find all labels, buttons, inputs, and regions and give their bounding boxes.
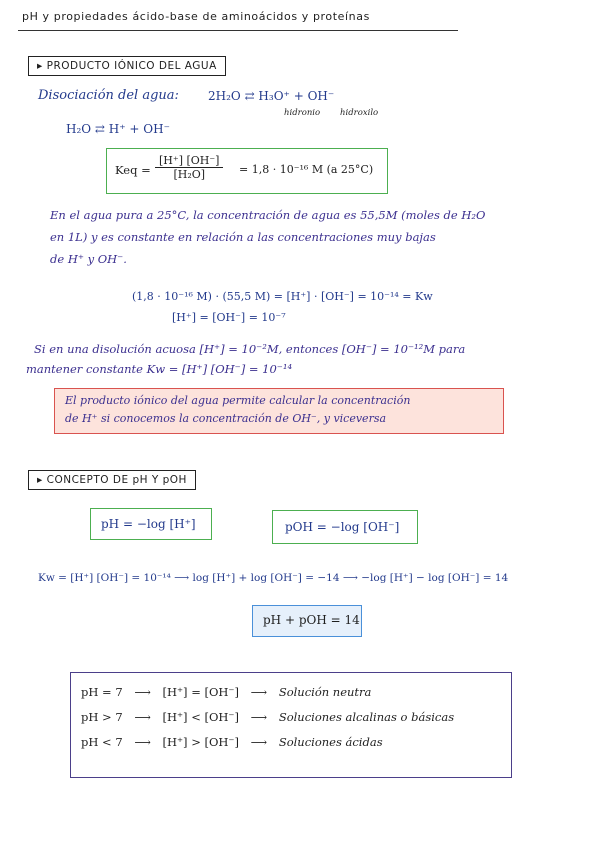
row-result: Soluciones ácidas xyxy=(278,735,383,749)
paragraph-water-line1: En el agua pura a 25°C, la concentración de agua es 55,5M (moles de H₂O xyxy=(50,208,486,222)
row-relation: [H⁺] > [OH⁻] xyxy=(162,735,239,749)
arrow-right-icon: ⟶ xyxy=(134,710,151,724)
row-relation: [H⁺] = [OH⁻] xyxy=(162,685,239,699)
summary-row-basic xyxy=(81,710,454,724)
keq-lhs: Keq = xyxy=(115,163,151,177)
arrow-right-icon: ⟶ xyxy=(134,735,151,749)
ph-poh-sum: pH + pOH = 14 xyxy=(263,613,360,627)
title-underline xyxy=(18,30,458,31)
note-line1: El producto iónico del agua permite calcular la concentración xyxy=(65,394,411,407)
dissociation-equation: 2H₂O ⇄ H₃O⁺ + OH⁻ xyxy=(208,89,335,103)
dissociation-label: Disociación del agua: xyxy=(38,88,179,103)
row-condition: pH < 7 xyxy=(81,735,123,749)
row-condition: pH = 7 xyxy=(81,685,123,699)
label-hidronio: hidronio xyxy=(284,108,321,118)
arrow-right-icon: ⟶ xyxy=(250,710,268,724)
ph-summary-box xyxy=(70,672,512,778)
label-hidroxilo: hidroxilo xyxy=(340,108,379,118)
log-derivation: Kw = [H⁺] [OH⁻] = 10⁻¹⁴ ⟶ log [H⁺] + log [OH⁻] = −14 ⟶ −log [H⁺] − log [OH⁻] = 14 xyxy=(38,572,509,584)
section-heading-ph-poh: ▸ CONCEPTO DE pH Y pOH xyxy=(28,470,196,490)
row-condition: pH > 7 xyxy=(81,710,123,724)
ph-definition-box xyxy=(90,508,212,540)
paragraph-example-line2: mantener constante Kw = [H⁺] [OH⁻] = 10⁻¹⁴ xyxy=(26,362,293,376)
paragraph-water-line3: de H⁺ y OH⁻. xyxy=(50,252,127,266)
keq-denominator: [H₂O] xyxy=(173,168,206,181)
triangle-bullet-icon: ▸ xyxy=(37,474,43,486)
keq-box xyxy=(106,148,388,194)
kw-equation: (1,8 · 10⁻¹⁶ M) · (55,5 M) = [H⁺] · [OH⁻] = 10⁻¹⁴ = Kw xyxy=(132,290,433,303)
summary-row-neutral xyxy=(81,685,371,699)
arrow-right-icon: ⟶ xyxy=(250,735,268,749)
keq-fraction xyxy=(155,154,223,181)
row-result: Solución neutra xyxy=(278,685,372,699)
paragraph-example-line1: Si en una disolución acuosa [H⁺] = 10⁻²M, entonces [OH⁻] = 10⁻¹²M para xyxy=(34,342,466,356)
poh-definition: pOH = −log [OH⁻] xyxy=(285,520,400,534)
section-heading-water-ionic-product: ▸ PRODUCTO IÓNICO DEL AGUA xyxy=(28,56,226,76)
row-relation: [H⁺] < [OH⁻] xyxy=(162,710,239,724)
ionic-product-note-box xyxy=(54,388,504,434)
keq-numerator: [H⁺] [OH⁻] xyxy=(155,154,223,168)
summary-row-acidic xyxy=(81,735,383,749)
row-result: Soluciones alcalinas o básicas xyxy=(278,710,455,724)
arrow-right-icon: ⟶ xyxy=(134,685,151,699)
keq-rhs: = 1,8 · 10⁻¹⁶ M (a 25°C) xyxy=(239,163,374,176)
ph-definition: pH = −log [H⁺] xyxy=(101,517,196,531)
arrow-right-icon: ⟶ xyxy=(250,685,268,699)
poh-definition-box xyxy=(272,510,418,544)
kw-neutral-equation: [H⁺] = [OH⁻] = 10⁻⁷ xyxy=(172,311,286,324)
page-title: pH y propiedades ácido-base de aminoácidos y proteínas xyxy=(22,10,370,23)
paragraph-water-line2: en 1L) y es constante en relación a las concentraciones muy bajas xyxy=(50,230,436,244)
water-dissociation-simple: H₂O ⇄ H⁺ + OH⁻ xyxy=(66,122,170,136)
note-line2: de H⁺ si conocemos la concentración de OH⁻, y viceversa xyxy=(65,412,387,425)
triangle-bullet-icon: ▸ xyxy=(37,60,43,72)
ph-poh-sum-box xyxy=(252,605,362,637)
